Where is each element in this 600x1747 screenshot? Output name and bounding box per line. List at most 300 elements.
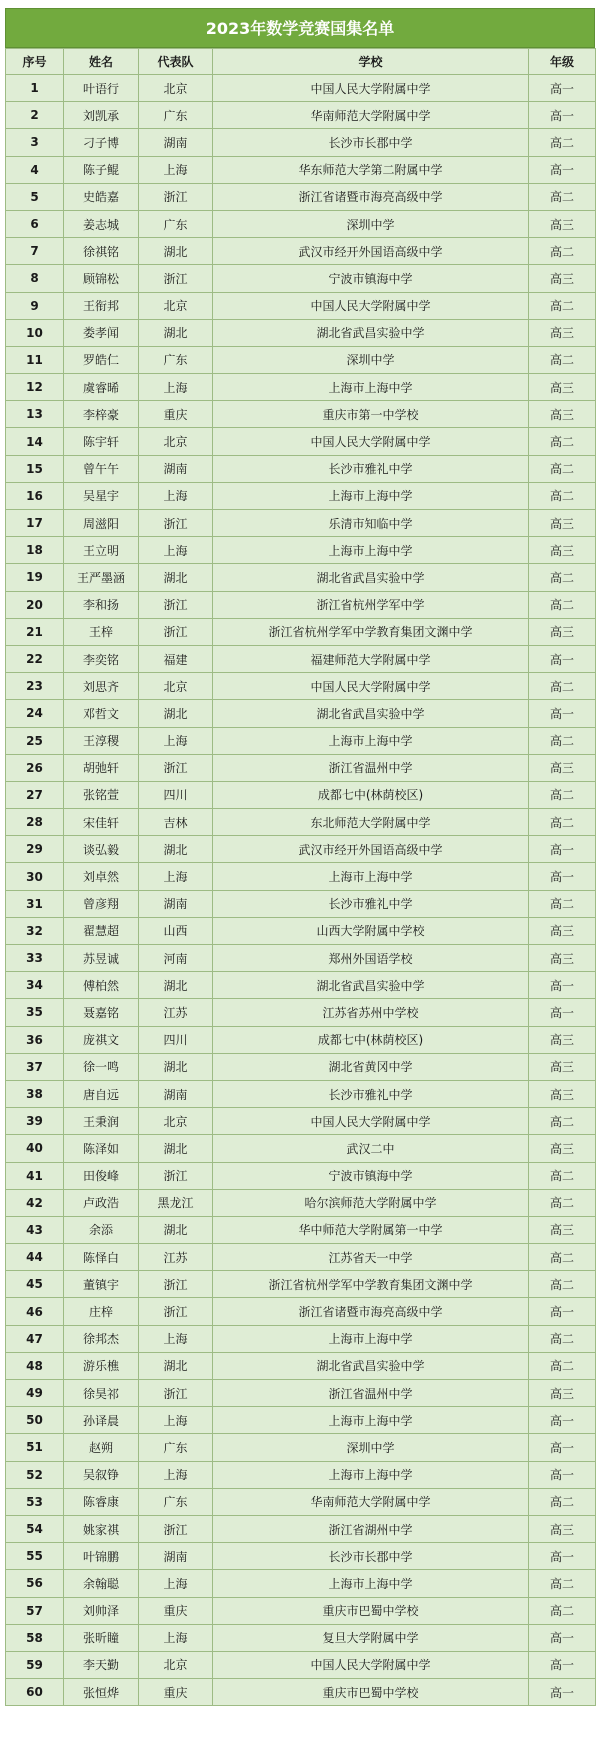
table-row bbox=[6, 1434, 596, 1461]
cell-name: 李奕铭 bbox=[64, 645, 139, 672]
cell-seq: 39 bbox=[6, 1108, 64, 1135]
cell-seq: 41 bbox=[6, 1162, 64, 1189]
cell-school: 浙江省杭州学军中学教育集团文渊中学 bbox=[213, 1271, 529, 1298]
cell-team: 浙江 bbox=[139, 265, 213, 292]
cell-seq: 58 bbox=[6, 1624, 64, 1651]
cell-seq: 24 bbox=[6, 700, 64, 727]
cell-grade: 高二 bbox=[529, 183, 596, 210]
cell-name: 张恒烨 bbox=[64, 1679, 139, 1706]
cell-grade: 高二 bbox=[529, 346, 596, 373]
cell-name: 邓哲文 bbox=[64, 700, 139, 727]
table-row bbox=[6, 1624, 596, 1651]
cell-school: 长沙市长郡中学 bbox=[213, 1543, 529, 1570]
cell-school: 浙江省温州中学 bbox=[213, 1380, 529, 1407]
table-row bbox=[6, 1515, 596, 1542]
cell-name: 徐昊祁 bbox=[64, 1380, 139, 1407]
table-row bbox=[6, 1325, 596, 1352]
roster-body bbox=[6, 75, 596, 1706]
cell-seq: 57 bbox=[6, 1597, 64, 1624]
cell-name: 刘思齐 bbox=[64, 673, 139, 700]
cell-school: 武汉二中 bbox=[213, 1135, 529, 1162]
cell-team: 江苏 bbox=[139, 999, 213, 1026]
cell-school: 复旦大学附属中学 bbox=[213, 1624, 529, 1651]
cell-name: 顾锦松 bbox=[64, 265, 139, 292]
cell-school: 成都七中(林荫校区) bbox=[213, 781, 529, 808]
cell-grade: 高三 bbox=[529, 210, 596, 237]
cell-grade: 高二 bbox=[529, 1189, 596, 1216]
cell-grade: 高三 bbox=[529, 537, 596, 564]
cell-name: 徐祺铭 bbox=[64, 238, 139, 265]
cell-name: 李和扬 bbox=[64, 591, 139, 618]
cell-team: 广东 bbox=[139, 1434, 213, 1461]
cell-grade: 高二 bbox=[529, 1162, 596, 1189]
cell-grade: 高二 bbox=[529, 1325, 596, 1352]
table-row bbox=[6, 618, 596, 645]
cell-school: 宁波市镇海中学 bbox=[213, 265, 529, 292]
cell-name: 庞祺文 bbox=[64, 1026, 139, 1053]
header-row bbox=[6, 49, 596, 75]
cell-seq: 5 bbox=[6, 183, 64, 210]
cell-seq: 22 bbox=[6, 645, 64, 672]
table-row bbox=[6, 510, 596, 537]
cell-team: 湖南 bbox=[139, 129, 213, 156]
cell-team: 北京 bbox=[139, 292, 213, 319]
cell-name: 王衔邦 bbox=[64, 292, 139, 319]
cell-grade: 高一 bbox=[529, 75, 596, 102]
cell-team: 湖北 bbox=[139, 1135, 213, 1162]
cell-seq: 47 bbox=[6, 1325, 64, 1352]
table-row bbox=[6, 1597, 596, 1624]
table-row bbox=[6, 781, 596, 808]
cell-grade: 高二 bbox=[529, 292, 596, 319]
cell-school: 江苏省天一中学 bbox=[213, 1244, 529, 1271]
cell-team: 浙江 bbox=[139, 1380, 213, 1407]
cell-name: 庄梓 bbox=[64, 1298, 139, 1325]
cell-seq: 38 bbox=[6, 1080, 64, 1107]
cell-school: 乐清市知临中学 bbox=[213, 510, 529, 537]
cell-team: 重庆 bbox=[139, 1679, 213, 1706]
table-row bbox=[6, 1352, 596, 1379]
cell-team: 上海 bbox=[139, 1325, 213, 1352]
cell-name: 吴叙铮 bbox=[64, 1461, 139, 1488]
cell-school: 重庆市巴蜀中学校 bbox=[213, 1597, 529, 1624]
table-row bbox=[6, 1108, 596, 1135]
cell-name: 姚家祺 bbox=[64, 1515, 139, 1542]
table-row bbox=[6, 292, 596, 319]
cell-grade: 高一 bbox=[529, 999, 596, 1026]
cell-seq: 46 bbox=[6, 1298, 64, 1325]
cell-team: 重庆 bbox=[139, 1597, 213, 1624]
table-row bbox=[6, 455, 596, 482]
cell-school: 湖北省武昌实验中学 bbox=[213, 319, 529, 346]
cell-school: 中国人民大学附属中学 bbox=[213, 75, 529, 102]
table-row bbox=[6, 1135, 596, 1162]
table-row bbox=[6, 727, 596, 754]
cell-seq: 9 bbox=[6, 292, 64, 319]
cell-seq: 32 bbox=[6, 917, 64, 944]
cell-grade: 高二 bbox=[529, 1271, 596, 1298]
cell-name: 娄孝闻 bbox=[64, 319, 139, 346]
table-row bbox=[6, 102, 596, 129]
cell-grade: 高二 bbox=[529, 482, 596, 509]
cell-school: 上海市上海中学 bbox=[213, 537, 529, 564]
cell-team: 上海 bbox=[139, 863, 213, 890]
cell-team: 四川 bbox=[139, 1026, 213, 1053]
table-row bbox=[6, 482, 596, 509]
cell-seq: 51 bbox=[6, 1434, 64, 1461]
cell-team: 湖北 bbox=[139, 836, 213, 863]
cell-school: 上海市上海中学 bbox=[213, 374, 529, 401]
cell-grade: 高三 bbox=[529, 374, 596, 401]
table-row bbox=[6, 319, 596, 346]
table-row bbox=[6, 700, 596, 727]
cell-seq: 35 bbox=[6, 999, 64, 1026]
cell-seq: 42 bbox=[6, 1189, 64, 1216]
cell-team: 广东 bbox=[139, 1488, 213, 1515]
cell-seq: 13 bbox=[6, 401, 64, 428]
cell-team: 北京 bbox=[139, 673, 213, 700]
cell-grade: 高二 bbox=[529, 727, 596, 754]
cell-grade: 高一 bbox=[529, 1461, 596, 1488]
cell-name: 张昕瞳 bbox=[64, 1624, 139, 1651]
table-row bbox=[6, 972, 596, 999]
cell-grade: 高三 bbox=[529, 1026, 596, 1053]
cell-grade: 高二 bbox=[529, 428, 596, 455]
cell-name: 刘帅泽 bbox=[64, 1597, 139, 1624]
cell-school: 湖北省武昌实验中学 bbox=[213, 1352, 529, 1379]
cell-name: 胡弛轩 bbox=[64, 754, 139, 781]
cell-name: 刁子博 bbox=[64, 129, 139, 156]
cell-team: 浙江 bbox=[139, 618, 213, 645]
cell-name: 罗皓仁 bbox=[64, 346, 139, 373]
cell-seq: 11 bbox=[6, 346, 64, 373]
cell-name: 叶锦鹏 bbox=[64, 1543, 139, 1570]
cell-grade: 高一 bbox=[529, 836, 596, 863]
table-row bbox=[6, 809, 596, 836]
cell-seq: 48 bbox=[6, 1352, 64, 1379]
cell-school: 武汉市经开外国语高级中学 bbox=[213, 238, 529, 265]
cell-team: 湖北 bbox=[139, 1216, 213, 1243]
cell-grade: 高二 bbox=[529, 1597, 596, 1624]
cell-name: 王淳稷 bbox=[64, 727, 139, 754]
cell-grade: 高一 bbox=[529, 1651, 596, 1678]
table-row bbox=[6, 999, 596, 1026]
table-row bbox=[6, 346, 596, 373]
table-row bbox=[6, 1298, 596, 1325]
cell-seq: 52 bbox=[6, 1461, 64, 1488]
cell-name: 王严墨涵 bbox=[64, 564, 139, 591]
table-row bbox=[6, 1543, 596, 1570]
cell-name: 史皓嘉 bbox=[64, 183, 139, 210]
cell-name: 王秉润 bbox=[64, 1108, 139, 1135]
cell-team: 浙江 bbox=[139, 754, 213, 781]
cell-grade: 高一 bbox=[529, 972, 596, 999]
cell-seq: 28 bbox=[6, 809, 64, 836]
cell-seq: 1 bbox=[6, 75, 64, 102]
table-row bbox=[6, 428, 596, 455]
cell-name: 李梓豪 bbox=[64, 401, 139, 428]
cell-school: 中国人民大学附属中学 bbox=[213, 1108, 529, 1135]
cell-team: 湖北 bbox=[139, 1352, 213, 1379]
cell-grade: 高二 bbox=[529, 890, 596, 917]
table-row bbox=[6, 238, 596, 265]
table-row bbox=[6, 1244, 596, 1271]
cell-name: 聂嘉铭 bbox=[64, 999, 139, 1026]
cell-grade: 高三 bbox=[529, 401, 596, 428]
cell-school: 浙江省杭州学军中学 bbox=[213, 591, 529, 618]
cell-grade: 高三 bbox=[529, 1216, 596, 1243]
cell-grade: 高三 bbox=[529, 319, 596, 346]
table-row bbox=[6, 156, 596, 183]
cell-team: 上海 bbox=[139, 374, 213, 401]
cell-name: 刘凯承 bbox=[64, 102, 139, 129]
cell-seq: 26 bbox=[6, 754, 64, 781]
cell-team: 湖南 bbox=[139, 890, 213, 917]
cell-team: 浙江 bbox=[139, 510, 213, 537]
table-row bbox=[6, 1488, 596, 1515]
cell-team: 四川 bbox=[139, 781, 213, 808]
cell-grade: 高一 bbox=[529, 1298, 596, 1325]
cell-school: 重庆市第一中学校 bbox=[213, 401, 529, 428]
cell-name: 王立明 bbox=[64, 537, 139, 564]
cell-name: 谈弘毅 bbox=[64, 836, 139, 863]
cell-team: 广东 bbox=[139, 210, 213, 237]
cell-team: 吉林 bbox=[139, 809, 213, 836]
cell-team: 浙江 bbox=[139, 1298, 213, 1325]
cell-grade: 高一 bbox=[529, 1434, 596, 1461]
cell-seq: 56 bbox=[6, 1570, 64, 1597]
cell-seq: 50 bbox=[6, 1407, 64, 1434]
table-row bbox=[6, 564, 596, 591]
table-row bbox=[6, 591, 596, 618]
cell-grade: 高三 bbox=[529, 1515, 596, 1542]
table-row bbox=[6, 374, 596, 401]
cell-grade: 高二 bbox=[529, 455, 596, 482]
cell-school: 郑州外国语学校 bbox=[213, 945, 529, 972]
cell-school: 华东师范大学第二附属中学 bbox=[213, 156, 529, 183]
cell-team: 广东 bbox=[139, 102, 213, 129]
cell-name: 刘卓然 bbox=[64, 863, 139, 890]
cell-name: 吴星宇 bbox=[64, 482, 139, 509]
cell-school: 浙江省诸暨市海亮高级中学 bbox=[213, 183, 529, 210]
cell-team: 北京 bbox=[139, 75, 213, 102]
cell-school: 上海市上海中学 bbox=[213, 863, 529, 890]
cell-name: 虞睿晞 bbox=[64, 374, 139, 401]
cell-team: 上海 bbox=[139, 727, 213, 754]
cell-grade: 高一 bbox=[529, 645, 596, 672]
cell-team: 上海 bbox=[139, 482, 213, 509]
cell-team: 湖北 bbox=[139, 700, 213, 727]
cell-name: 王梓 bbox=[64, 618, 139, 645]
cell-seq: 3 bbox=[6, 129, 64, 156]
cell-team: 重庆 bbox=[139, 401, 213, 428]
table-row bbox=[6, 1216, 596, 1243]
cell-team: 北京 bbox=[139, 1108, 213, 1135]
cell-team: 浙江 bbox=[139, 1162, 213, 1189]
cell-team: 上海 bbox=[139, 1461, 213, 1488]
cell-seq: 31 bbox=[6, 890, 64, 917]
table-row bbox=[6, 75, 596, 102]
table-row bbox=[6, 645, 596, 672]
cell-name: 卢政浩 bbox=[64, 1189, 139, 1216]
cell-name: 陈泽如 bbox=[64, 1135, 139, 1162]
cell-grade: 高二 bbox=[529, 1244, 596, 1271]
cell-seq: 19 bbox=[6, 564, 64, 591]
cell-school: 上海市上海中学 bbox=[213, 1407, 529, 1434]
cell-grade: 高三 bbox=[529, 1053, 596, 1080]
cell-name: 陈睿康 bbox=[64, 1488, 139, 1515]
cell-team: 黑龙江 bbox=[139, 1189, 213, 1216]
cell-name: 张铭萱 bbox=[64, 781, 139, 808]
cell-name: 宋佳轩 bbox=[64, 809, 139, 836]
cell-team: 浙江 bbox=[139, 183, 213, 210]
table-row bbox=[6, 129, 596, 156]
cell-grade: 高三 bbox=[529, 265, 596, 292]
cell-grade: 高一 bbox=[529, 1543, 596, 1570]
cell-seq: 2 bbox=[6, 102, 64, 129]
cell-seq: 33 bbox=[6, 945, 64, 972]
roster-sheet bbox=[5, 8, 595, 1706]
header-seq: 序号 bbox=[6, 49, 64, 75]
cell-seq: 21 bbox=[6, 618, 64, 645]
cell-name: 孙译晨 bbox=[64, 1407, 139, 1434]
cell-seq: 25 bbox=[6, 727, 64, 754]
cell-team: 湖北 bbox=[139, 1053, 213, 1080]
cell-school: 武汉市经开外国语高级中学 bbox=[213, 836, 529, 863]
cell-team: 北京 bbox=[139, 428, 213, 455]
cell-school: 长沙市雅礼中学 bbox=[213, 1080, 529, 1107]
table-row bbox=[6, 401, 596, 428]
table-row bbox=[6, 1189, 596, 1216]
cell-seq: 12 bbox=[6, 374, 64, 401]
table-row bbox=[6, 1271, 596, 1298]
cell-name: 翟慧超 bbox=[64, 917, 139, 944]
cell-seq: 8 bbox=[6, 265, 64, 292]
cell-school: 中国人民大学附属中学 bbox=[213, 673, 529, 700]
cell-seq: 20 bbox=[6, 591, 64, 618]
cell-school: 中国人民大学附属中学 bbox=[213, 428, 529, 455]
cell-seq: 54 bbox=[6, 1515, 64, 1542]
cell-grade: 高一 bbox=[529, 1624, 596, 1651]
cell-grade: 高三 bbox=[529, 510, 596, 537]
cell-name: 陈子鲲 bbox=[64, 156, 139, 183]
table-row bbox=[6, 1162, 596, 1189]
cell-grade: 高二 bbox=[529, 1352, 596, 1379]
table-row bbox=[6, 1461, 596, 1488]
cell-name: 陈宇轩 bbox=[64, 428, 139, 455]
header-team: 代表队 bbox=[139, 49, 213, 75]
cell-school: 长沙市雅礼中学 bbox=[213, 455, 529, 482]
cell-school: 浙江省温州中学 bbox=[213, 754, 529, 781]
cell-team: 湖北 bbox=[139, 238, 213, 265]
cell-name: 姜志城 bbox=[64, 210, 139, 237]
cell-team: 上海 bbox=[139, 1407, 213, 1434]
cell-name: 傅柏然 bbox=[64, 972, 139, 999]
cell-seq: 59 bbox=[6, 1651, 64, 1678]
cell-school: 中国人民大学附属中学 bbox=[213, 1651, 529, 1678]
cell-name: 余添 bbox=[64, 1216, 139, 1243]
table-row bbox=[6, 1651, 596, 1678]
cell-school: 江苏省苏州中学校 bbox=[213, 999, 529, 1026]
cell-school: 上海市上海中学 bbox=[213, 727, 529, 754]
cell-team: 湖南 bbox=[139, 455, 213, 482]
table-row bbox=[6, 183, 596, 210]
cell-team: 上海 bbox=[139, 1570, 213, 1597]
cell-school: 湖北省黄冈中学 bbox=[213, 1053, 529, 1080]
cell-team: 湖南 bbox=[139, 1080, 213, 1107]
cell-team: 福建 bbox=[139, 645, 213, 672]
cell-seq: 7 bbox=[6, 238, 64, 265]
table-row bbox=[6, 890, 596, 917]
cell-seq: 43 bbox=[6, 1216, 64, 1243]
cell-seq: 18 bbox=[6, 537, 64, 564]
cell-name: 余翰聪 bbox=[64, 1570, 139, 1597]
cell-grade: 高一 bbox=[529, 102, 596, 129]
cell-seq: 34 bbox=[6, 972, 64, 999]
cell-team: 山西 bbox=[139, 917, 213, 944]
cell-team: 浙江 bbox=[139, 1271, 213, 1298]
cell-grade: 高一 bbox=[529, 1407, 596, 1434]
cell-seq: 40 bbox=[6, 1135, 64, 1162]
cell-team: 北京 bbox=[139, 1651, 213, 1678]
cell-seq: 30 bbox=[6, 863, 64, 890]
cell-grade: 高二 bbox=[529, 238, 596, 265]
table-row bbox=[6, 917, 596, 944]
header-grade: 年级 bbox=[529, 49, 596, 75]
cell-grade: 高一 bbox=[529, 700, 596, 727]
cell-name: 曾午午 bbox=[64, 455, 139, 482]
cell-team: 浙江 bbox=[139, 1515, 213, 1542]
cell-seq: 6 bbox=[6, 210, 64, 237]
cell-grade: 高二 bbox=[529, 781, 596, 808]
table-row bbox=[6, 1026, 596, 1053]
table-row bbox=[6, 537, 596, 564]
table-row bbox=[6, 863, 596, 890]
table-row bbox=[6, 1380, 596, 1407]
cell-school: 福建师范大学附属中学 bbox=[213, 645, 529, 672]
cell-seq: 44 bbox=[6, 1244, 64, 1271]
table-row bbox=[6, 754, 596, 781]
cell-seq: 4 bbox=[6, 156, 64, 183]
cell-school: 东北师范大学附属中学 bbox=[213, 809, 529, 836]
cell-team: 河南 bbox=[139, 945, 213, 972]
cell-name: 苏昱诚 bbox=[64, 945, 139, 972]
cell-seq: 29 bbox=[6, 836, 64, 863]
cell-team: 湖北 bbox=[139, 319, 213, 346]
cell-seq: 36 bbox=[6, 1026, 64, 1053]
cell-team: 湖南 bbox=[139, 1543, 213, 1570]
table-row bbox=[6, 265, 596, 292]
cell-name: 曾彦翔 bbox=[64, 890, 139, 917]
table-row bbox=[6, 836, 596, 863]
cell-school: 深圳中学 bbox=[213, 210, 529, 237]
cell-school: 上海市上海中学 bbox=[213, 1325, 529, 1352]
cell-name: 叶语行 bbox=[64, 75, 139, 102]
table-row bbox=[6, 1570, 596, 1597]
cell-grade: 高二 bbox=[529, 591, 596, 618]
cell-school: 宁波市镇海中学 bbox=[213, 1162, 529, 1189]
cell-team: 江苏 bbox=[139, 1244, 213, 1271]
cell-team: 湖北 bbox=[139, 972, 213, 999]
cell-team: 上海 bbox=[139, 1624, 213, 1651]
cell-school: 上海市上海中学 bbox=[213, 1461, 529, 1488]
cell-grade: 高二 bbox=[529, 564, 596, 591]
cell-school: 湖北省武昌实验中学 bbox=[213, 700, 529, 727]
header-name: 姓名 bbox=[64, 49, 139, 75]
cell-grade: 高二 bbox=[529, 809, 596, 836]
roster-table bbox=[5, 48, 596, 1706]
cell-seq: 49 bbox=[6, 1380, 64, 1407]
